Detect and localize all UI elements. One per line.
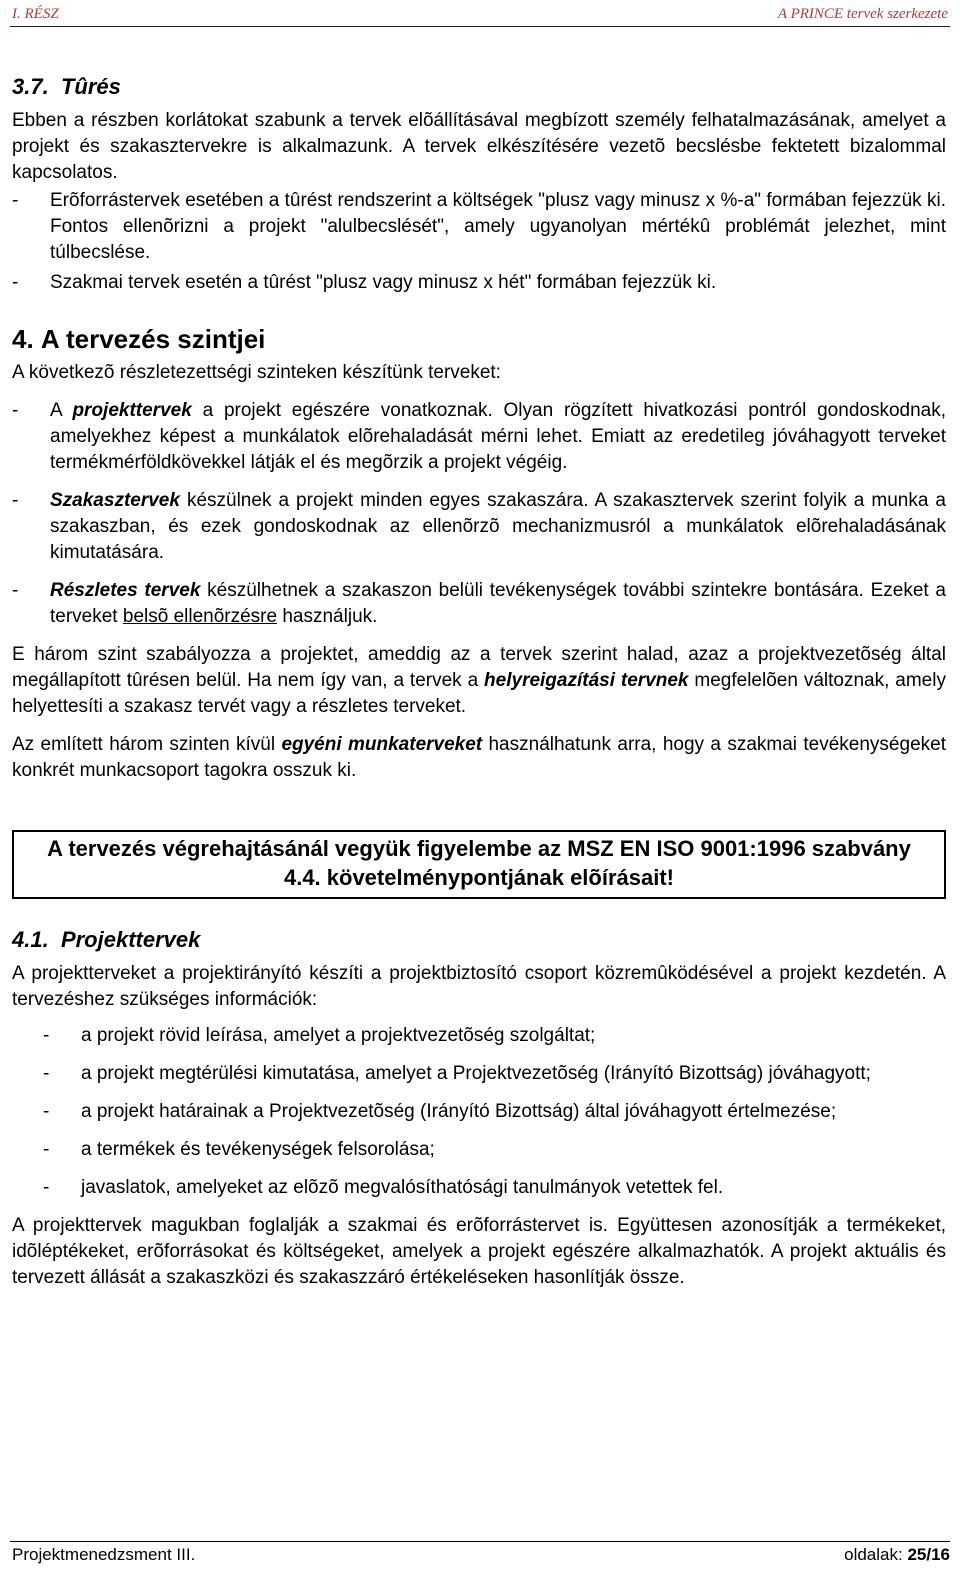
- section-title: A tervezés szintjei: [40, 324, 266, 354]
- list-item: [12, 1137, 946, 1163]
- list-item-text: Erõforrástervek esetében a tûrést rendszerint a költségek "plusz vagy minusz x %-a" formában fejezzük ki. Fontos ellenõrizni a projekt "alulbecslését", amely ugyanolyan mértékû problémát jelezhet, mint túlbecslése.: [50, 190, 946, 263]
- bullet-dash: -: [12, 400, 19, 421]
- list-item: [12, 488, 946, 566]
- list-item-text: a termékek és tevékenységek felsorolása;: [81, 1139, 435, 1160]
- list-item-text: Szakmai tervek esetén a tûrést "plusz vagy minusz x hét" formában fejezzük ki.: [50, 272, 717, 293]
- term-emphasis: egyéni munkaterveket: [281, 734, 483, 755]
- bullet-dash: -: [43, 1101, 50, 1122]
- header-part: I. RÉSZ: [12, 6, 59, 22]
- list-item: [12, 1061, 946, 1087]
- paragraph: A következõ részletezettségi szinteken készítünk terveket:: [12, 362, 501, 383]
- paragraph: Ebben a részben korlátokat szabunk a tervek elõállításával megbízott személy felhatalmazásának, amelyet a projekt és szakasztervekre is alkalmazunk. A tervek elkészítésére vezetõ becslésbe fektetett bizalommal kapcsolatos.: [12, 110, 946, 183]
- section-4-1-heading: [12, 925, 946, 955]
- paragraph-text: megfelelõen változnak, amely helyettesíti a szakasz tervét vagy a részletes terveket.: [12, 670, 946, 717]
- paragraph: A projektterveket a projektirányító készíti a projektbiztosító csoport közremûködésével a projekt kezdetén. A tervezéshez szükséges információk:: [12, 963, 946, 1010]
- list-item: [12, 270, 946, 296]
- bullet-dash: -: [12, 490, 19, 511]
- section-4-heading: [12, 322, 946, 356]
- paragraph-text: E három szint szabályozza a projektet, ameddig az a tervek szerint halad, azaz a projektvezetõség által megállapított tûrésen belül. Ha nem így van, a tervek a: [12, 644, 946, 691]
- term-emphasis: projekttervek: [72, 400, 192, 421]
- list-item-text: a projekt határainak a Projektvezetõség (Irányító Bizottság) által jóváhagyott értelmezése;: [81, 1101, 837, 1122]
- list-item-text: A: [50, 400, 73, 421]
- list-item: [12, 1023, 946, 1049]
- paragraph-text: Az említett három szinten kívül: [12, 734, 282, 755]
- notice-box: A tervezés végrehajtásánál vegyük figyelembe az MSZ EN ISO 9001:1996 szabvány 4.4. követelménypontjának elõírásait!: [12, 830, 946, 899]
- bullet-dash: -: [43, 1063, 50, 1084]
- section-title: Tûrés: [60, 74, 121, 99]
- section-number: 4.1.: [12, 927, 49, 952]
- underlined-term: belsõ ellenõrzésre: [122, 606, 278, 627]
- section-number: 4.: [12, 324, 34, 354]
- list-item: [12, 398, 946, 476]
- page-value: 25/16: [907, 1545, 950, 1564]
- section-title: Projekttervek: [60, 927, 201, 952]
- list-item: [12, 578, 946, 630]
- list-item-text: készülnek a projekt minden egyes szakaszára. A szakasztervek szerint folyik a munka a szakaszban, és ezek gondoskodnak az ellenõrzõ mechanizmusról a munkálatok elõrehaladásának kimutatására.: [50, 490, 946, 563]
- list-item: [12, 1099, 946, 1125]
- list-item: [12, 1175, 946, 1201]
- paragraph: [12, 732, 946, 784]
- paragraph-text: használhatunk arra, hogy a szakmai tevékenységeket konkrét munkacsoport tagokra osszuk ki.: [12, 734, 946, 781]
- list-item-text: a projekt megtérülési kimutatása, amelyet a Projektvezetõség (Irányító Bizottság) jóváhagyott;: [81, 1063, 871, 1084]
- paragraph: A projekttervek magukban foglalják a szakmai és erõforrástervet is. Együttesen azonosítják a termékeket, idõléptékeket, erõforrásokat és költségeket, amelyek a projekt egészére alkalmazhatók. A projekt aktuális és tervezett állását a szakaszközi és szakaszzáró értékeléseken hasonlítják össze.: [12, 1215, 946, 1288]
- list-item-text: készülhetnek a szakaszon belüli tevékenységek további szintekre bontására. Ezeket a terveket: [50, 580, 946, 627]
- header-title: A PRINCE tervek szerkezete: [777, 6, 948, 22]
- page-content: [12, 72, 946, 1291]
- list-item: [12, 188, 946, 266]
- paragraph: [12, 642, 946, 720]
- list-item-text: használjuk.: [277, 606, 378, 627]
- list-item-text: javaslatok, amelyeket az elõzõ megvalósíthatósági tanulmányok vetettek fel.: [81, 1177, 724, 1198]
- term-emphasis: helyreigazítási tervnek: [484, 670, 689, 691]
- term-emphasis: Részletes tervek: [50, 580, 201, 601]
- page-number: [844, 1545, 950, 1565]
- list-item-text: a projekt rövid leírása, amelyet a projektvezetõség szolgáltat;: [81, 1025, 596, 1046]
- bullet-dash: -: [43, 1177, 50, 1198]
- term-emphasis: Szakasztervek: [50, 490, 180, 511]
- footer-title: Projektmenedzsment III.: [12, 1545, 196, 1564]
- bullet-dash: -: [43, 1025, 50, 1046]
- page-label: oldalak:: [844, 1545, 908, 1564]
- section-number: 3.7.: [12, 74, 49, 99]
- bullet-dash: -: [12, 272, 19, 293]
- section-3-7-heading: [12, 72, 946, 102]
- bullet-dash: -: [12, 190, 19, 211]
- bullet-dash: -: [43, 1139, 50, 1160]
- page-header: [10, 4, 950, 27]
- page-footer: [10, 1541, 950, 1566]
- list-item-text: a projekt egészére vonatkoznak. Olyan rögzített hivatkozási pontról gondoskodnak, amelyekhez képest a munkálatok elõrehaladását mérni lehet. Emiatt az eredetileg jóváhagyott terveket termékmérföldkövekkel látják el és megõrzik a projekt végéig.: [50, 400, 947, 473]
- bullet-dash: -: [12, 580, 19, 601]
